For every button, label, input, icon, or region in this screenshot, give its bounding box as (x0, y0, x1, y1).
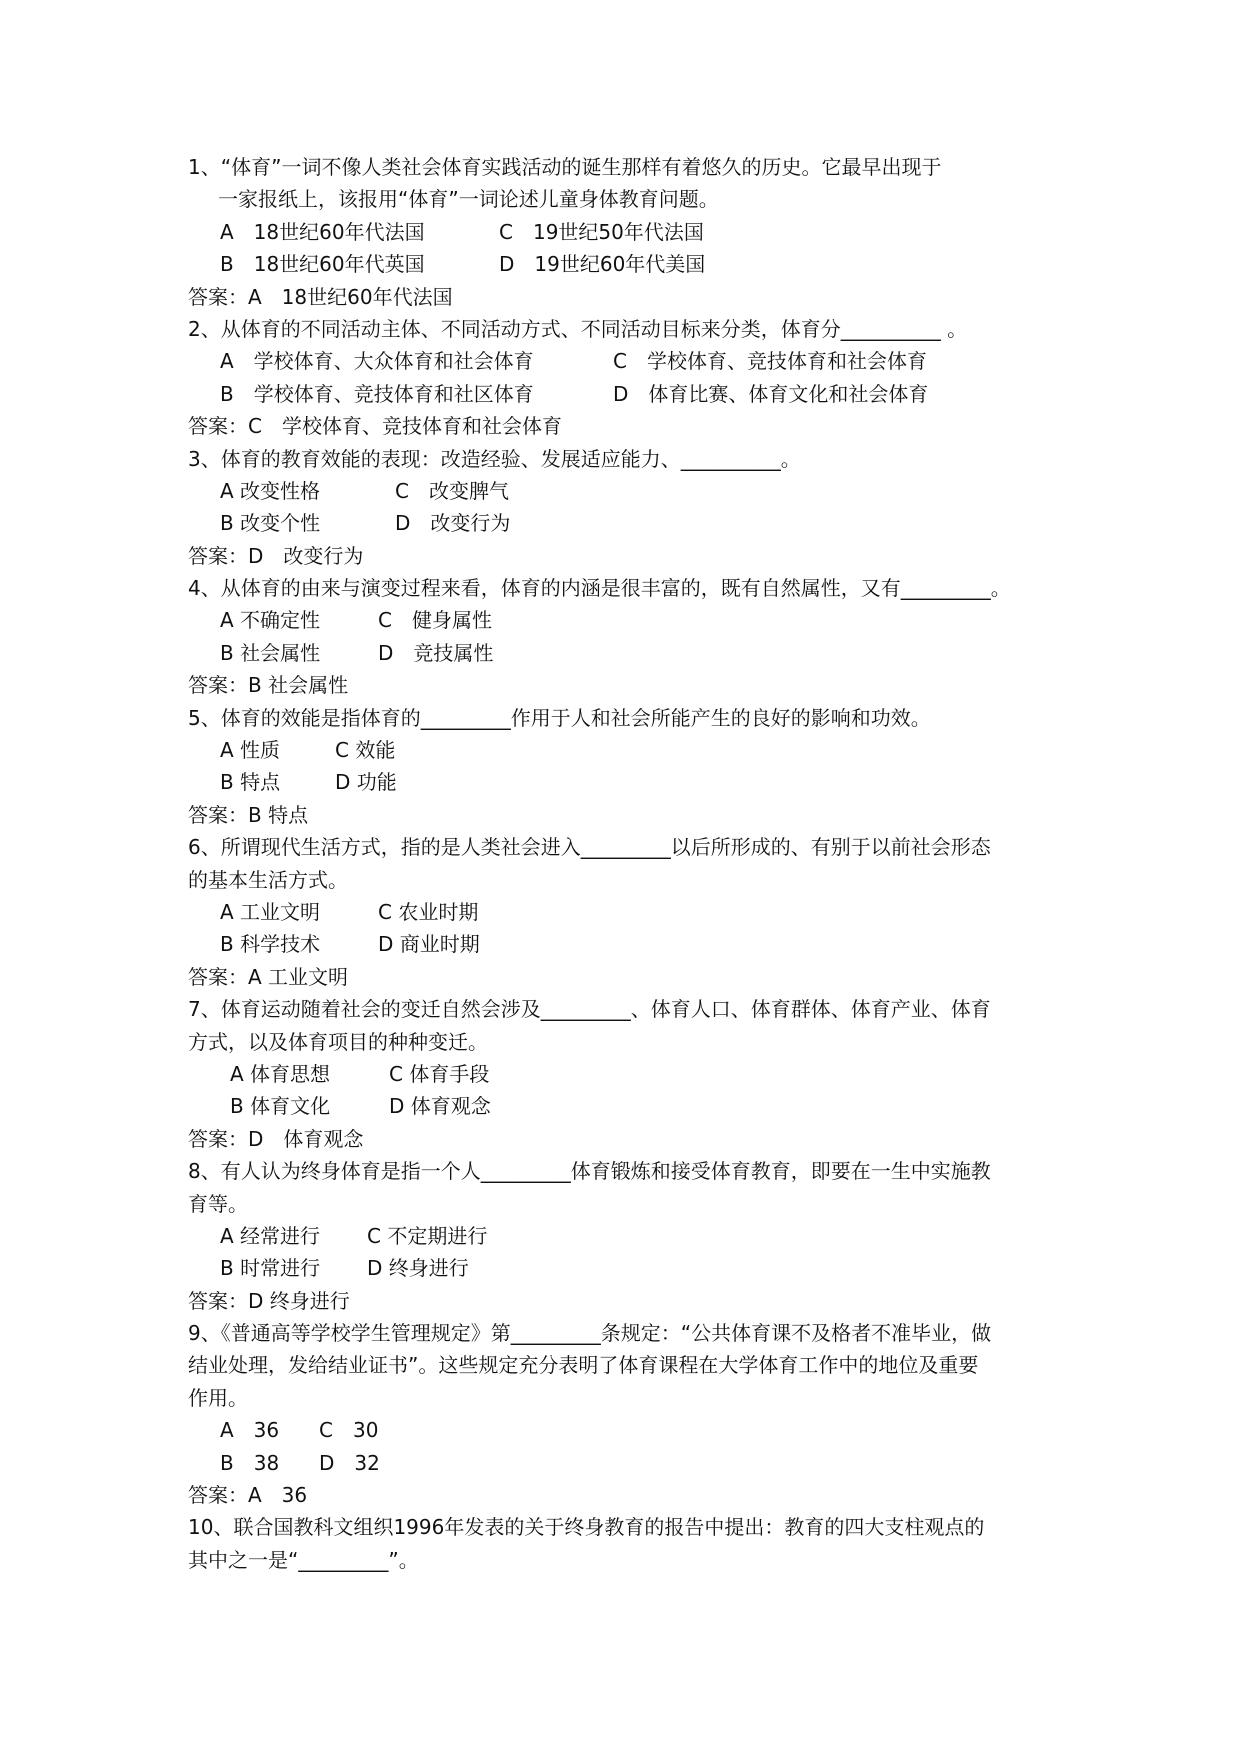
option-row (188, 378, 1088, 410)
question-7 (188, 993, 1088, 1155)
question-3 (188, 443, 1088, 573)
option-item: B 学校体育、竞技体育和社区体育 (220, 381, 534, 406)
option-row (188, 928, 1088, 960)
option-item: C 健身属性 (378, 608, 492, 633)
option-row (188, 734, 1088, 766)
option-item: D 体育观念 (389, 1094, 491, 1119)
question-stem-line: 8、有人认为终身体育是指一个人_________体育锻炼和接受体育教育，即要在一生中实施教 (188, 1159, 991, 1184)
option-row (188, 507, 1088, 539)
question-2 (188, 313, 1088, 443)
option-item: B 38 (220, 1450, 280, 1475)
question-8 (188, 1155, 1088, 1317)
question-stem-line: 4、从体育的由来与演变过程来看，体育的内涵是很丰富的，既有自然属性，又有_________。 (188, 576, 1011, 601)
option-row (188, 1414, 1088, 1446)
answer-line: 答案：D 终身进行 (188, 1288, 350, 1313)
option-row (188, 766, 1088, 798)
option-item: B 体育文化 (230, 1094, 331, 1119)
option-item: C 农业时期 (378, 899, 479, 924)
option-item: D 19世纪60年代美国 (499, 252, 706, 277)
answer-line: 答案：B 特点 (188, 802, 309, 827)
question-stem-line: 作用。 (188, 1385, 248, 1410)
question-stem-line: 2、从体育的不同活动主体、不同活动方式、不同活动目标来分类，体育分__________ 。 (188, 316, 968, 341)
option-row (188, 248, 1088, 280)
option-item: C 改变脾气 (395, 478, 509, 503)
option-row (188, 1220, 1088, 1252)
option-item: D 功能 (335, 770, 397, 795)
option-item: C 不定期进行 (367, 1223, 488, 1248)
option-item: C 学校体育、竞技体育和社会体育 (613, 349, 927, 374)
question-stem-line: 其中之一是“_________”。 (188, 1547, 419, 1572)
question-stem-line: 10、联合国教科文组织1996年发表的关于终身教育的报告中提出：教育的四大支柱观点的 (188, 1515, 985, 1540)
option-item: C 19世纪50年代法国 (499, 219, 704, 244)
option-item: D 商业时期 (378, 932, 480, 957)
answer-line: 答案：D 体育观念 (188, 1126, 364, 1151)
option-item: A 不确定性 (220, 608, 321, 633)
option-item: B 时常进行 (220, 1256, 321, 1281)
option-row (188, 896, 1088, 928)
question-stem-line: 的基本生活方式。 (188, 867, 348, 892)
question-10 (188, 1511, 1088, 1576)
question-1 (188, 151, 1088, 313)
question-stem-line: 育等。 (188, 1191, 248, 1216)
option-item: B 科学技术 (220, 932, 321, 957)
answer-line: 答案：C 学校体育、竞技体育和社会体育 (188, 414, 562, 439)
option-item: B 特点 (220, 770, 281, 795)
answer-line: 答案：A 18世纪60年代法国 (188, 284, 453, 309)
option-item: B 改变个性 (220, 511, 321, 536)
answer-line: 答案：A 36 (188, 1483, 308, 1508)
question-stem-line: 结业处理，发给结业证书”。这些规定充分表明了体育课程在大学体育工作中的地位及重要 (188, 1353, 979, 1378)
document-page (188, 151, 1088, 1576)
question-4 (188, 572, 1088, 702)
question-stem-line: 方式，以及体育项目的种种变迁。 (188, 1029, 488, 1054)
question-stem-line: 1、“体育”一词不像人类社会体育实践活动的诞生那样有着悠久的历史。它最早出现于 (188, 155, 942, 179)
option-item: A 经常进行 (220, 1223, 321, 1248)
option-row (188, 216, 1088, 248)
option-item: B 社会属性 (220, 640, 321, 665)
option-row (188, 1447, 1088, 1479)
option-item: B 18世纪60年代英国 (220, 252, 425, 277)
option-row (188, 604, 1088, 636)
option-item: D 32 (319, 1450, 380, 1475)
option-row (188, 475, 1088, 507)
question-9 (188, 1317, 1088, 1511)
option-row (188, 1058, 1088, 1090)
option-item: C 效能 (335, 738, 396, 763)
option-item: A 36 (220, 1418, 280, 1443)
option-item: D 终身进行 (367, 1256, 469, 1281)
question-stem-line: 9、《普通高等学校学生管理规定》第_________条规定：“公共体育课不及格者不准毕业，做 (188, 1321, 992, 1346)
option-item: C 体育手段 (389, 1061, 490, 1086)
option-item: A 改变性格 (220, 478, 321, 503)
answer-line: 答案：B 社会属性 (188, 673, 349, 698)
question-6 (188, 831, 1088, 993)
question-5 (188, 702, 1088, 832)
option-item: A 体育思想 (230, 1061, 331, 1086)
option-row (188, 637, 1088, 669)
question-stem-line: 3、体育的教育效能的表现：改造经验、发展适应能力、__________。 (188, 446, 801, 471)
answer-line: 答案：D 改变行为 (188, 543, 364, 568)
option-item: A 18世纪60年代法国 (220, 219, 425, 244)
option-row (188, 345, 1088, 377)
option-row (188, 1252, 1088, 1284)
option-item: D 改变行为 (395, 511, 511, 536)
option-item: D 竞技属性 (378, 640, 494, 665)
question-stem-line: 一家报纸上，该报用“体育”一词论述儿童身体教育问题。 (218, 187, 719, 212)
question-stem-line: 7、体育运动随着社会的变迁自然会涉及_________、体育人口、体育群体、体育产业、体育 (188, 997, 991, 1022)
option-item: D 体育比赛、体育文化和社会体育 (613, 381, 929, 406)
question-stem-line: 6、所谓现代生活方式，指的是人类社会进入_________以后所形成的、有别于以前社会形态 (188, 835, 991, 860)
option-item: C 30 (319, 1418, 379, 1443)
option-item: A 工业文明 (220, 899, 321, 924)
option-item: A 性质 (220, 738, 281, 763)
option-row (188, 1090, 1088, 1122)
option-item: A 学校体育、大众体育和社会体育 (220, 349, 534, 374)
question-stem-line: 5、体育的效能是指体育的_________作用于人和社会所能产生的良好的影响和功效。 (188, 705, 931, 730)
answer-line: 答案：A 工业文明 (188, 964, 349, 989)
